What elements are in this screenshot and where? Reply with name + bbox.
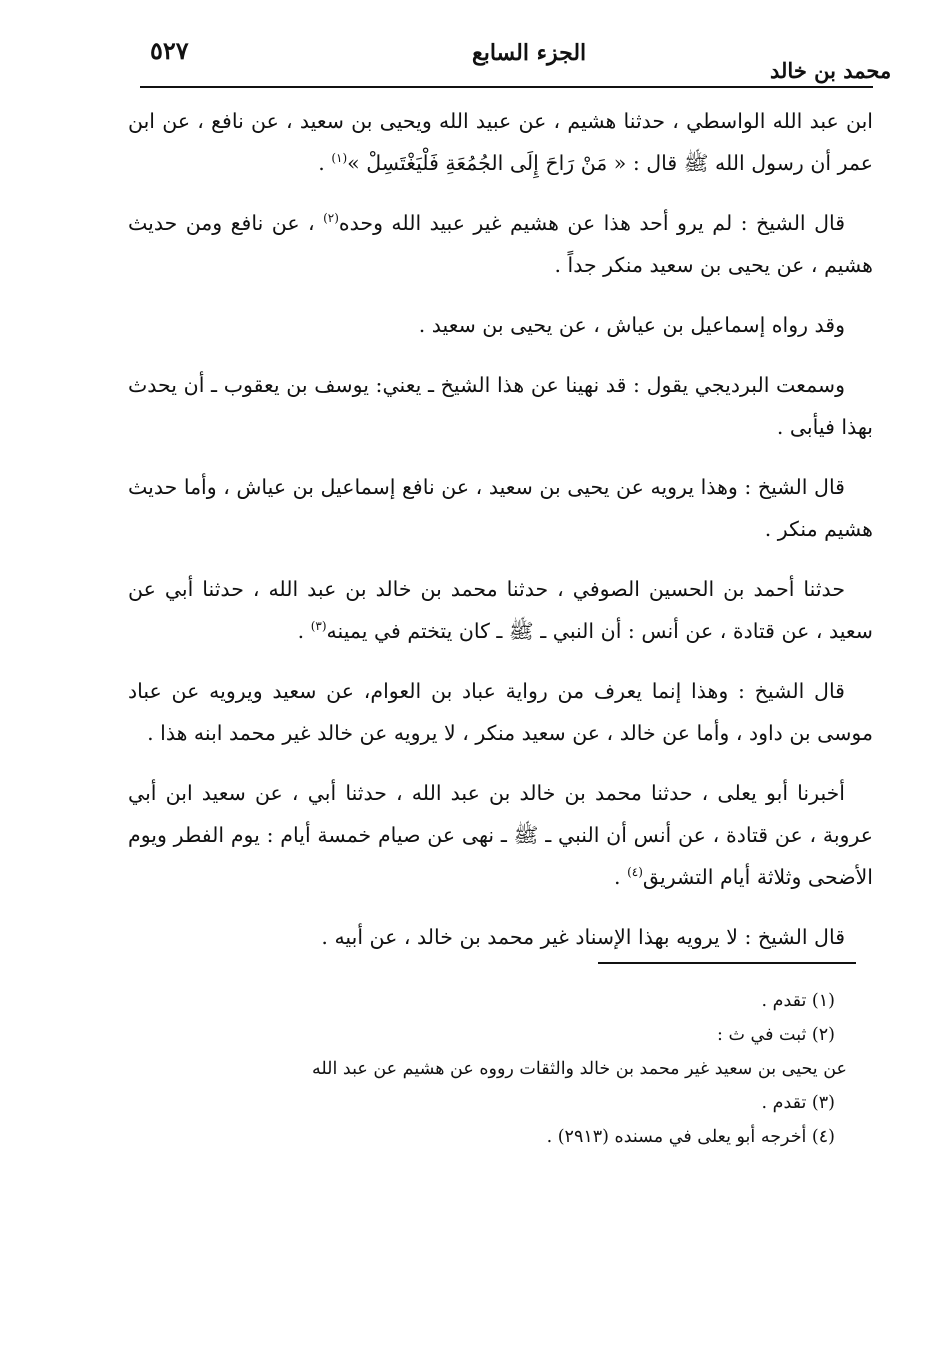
paragraph-7: قال الشيخ : وهذا إنما يعرف من رواية عباد بن العوام، عن سعيد ويرويه عن عباد موسى بن داود ، وأما عن خالد ، عن سعيد منكر ، لا يرويه عن خالد غير محمد ابنه هذا . (128, 679, 873, 745)
paragraph-6: حدثنا أحمد بن الحسين الصوفي ، حدثنا محمد بن خالد بن عبد الله ، حدثنا أبي عن سعيد ، عن قتادة ، عن أنس : أن النبي ـ ﷺ ـ كان يتختم في يمينه$^{(٣)}$ . (128, 577, 873, 643)
paragraph-2: قال الشيخ : لم يرو أحد هذا عن هشيم غير عبيد الله وحده$^{(٢)}$ ، عن نافع ومن حديث هشيم ، عن يحيى بن سعيد منكر جداً . (128, 211, 873, 277)
paragraph-1: ابن عبد الله الواسطي ، حدثنا هشيم ، عن عبيد الله ويحيى بن سعيد ، عن نافع ، عن ابن عمر أن رسول الله ﷺ قال : « مَنْ رَاحَ إِلَى الجُمُعَةِ فَلْيَغْتَسِلْ »$^{(١)}$ . (128, 109, 873, 175)
paragraph-5: قال الشيخ : وهذا يرويه عن يحيى بن سعيد ، عن نافع إسماعيل بن عياش ، وأما حديث هشيم منكر . (128, 475, 873, 541)
paragraph-3: وقد رواه إسماعيل بن عياش ، عن يحيى بن سعيد . (418, 313, 845, 337)
footnote-ref-1: (١) (331, 151, 348, 166)
footnote-ref-3: (٣) (310, 619, 327, 634)
footnote-3: (٣) تقدم . (761, 1093, 835, 1113)
main-text (128, 100, 873, 976)
footnote-rule (598, 962, 856, 964)
footnote-2-continuation: عن يحيى بن سعيد غير محمد بن خالد والثقات رووه عن هشيم عن عبد الله (311, 1059, 847, 1079)
footnote-2: (٢) ثبت في ث : (717, 1025, 835, 1045)
footnote-4: (٤) أخرجه أبو يعلى في مسنده (٢٩١٣) . (546, 1127, 835, 1147)
footnotes (250, 984, 847, 1154)
footnote-1: (١) تقدم . (761, 991, 835, 1011)
page-number: ٥٢٧ (150, 36, 189, 65)
footnote-ref-2: (٢) (323, 211, 339, 226)
paragraph-4: وسمعت البرديجي يقول : قد نهينا عن هذا الشيخ ـ يعني: يوسف بن يعقوب ـ أن يحدث بهذا فيأبى . (128, 373, 873, 439)
running-name: محمد بن خالد (770, 58, 892, 83)
paragraph-8: أخبرنا أبو يعلى ، حدثنا محمد بن خالد بن عبد الله ، حدثنا أبي ، عن سعيد ابن أبي عروبة ، عن قتادة ، عن أنس أن النبي ـ ﷺ ـ نهى عن صيام خمسة أيام : يوم الفطر ويوم الأضحى وثلاثة أيام التشريق$^{(٤)}$ . (128, 781, 873, 889)
paragraph-9: قال الشيخ : لا يرويه بهذا الإسناد غير محمد بن خالد ، عن أبيه . (321, 925, 845, 949)
header-rule (140, 86, 873, 88)
running-title: الجزء السابع (472, 40, 587, 66)
page-header (0, 0, 945, 90)
footnote-ref-4: (٤) (627, 865, 643, 880)
